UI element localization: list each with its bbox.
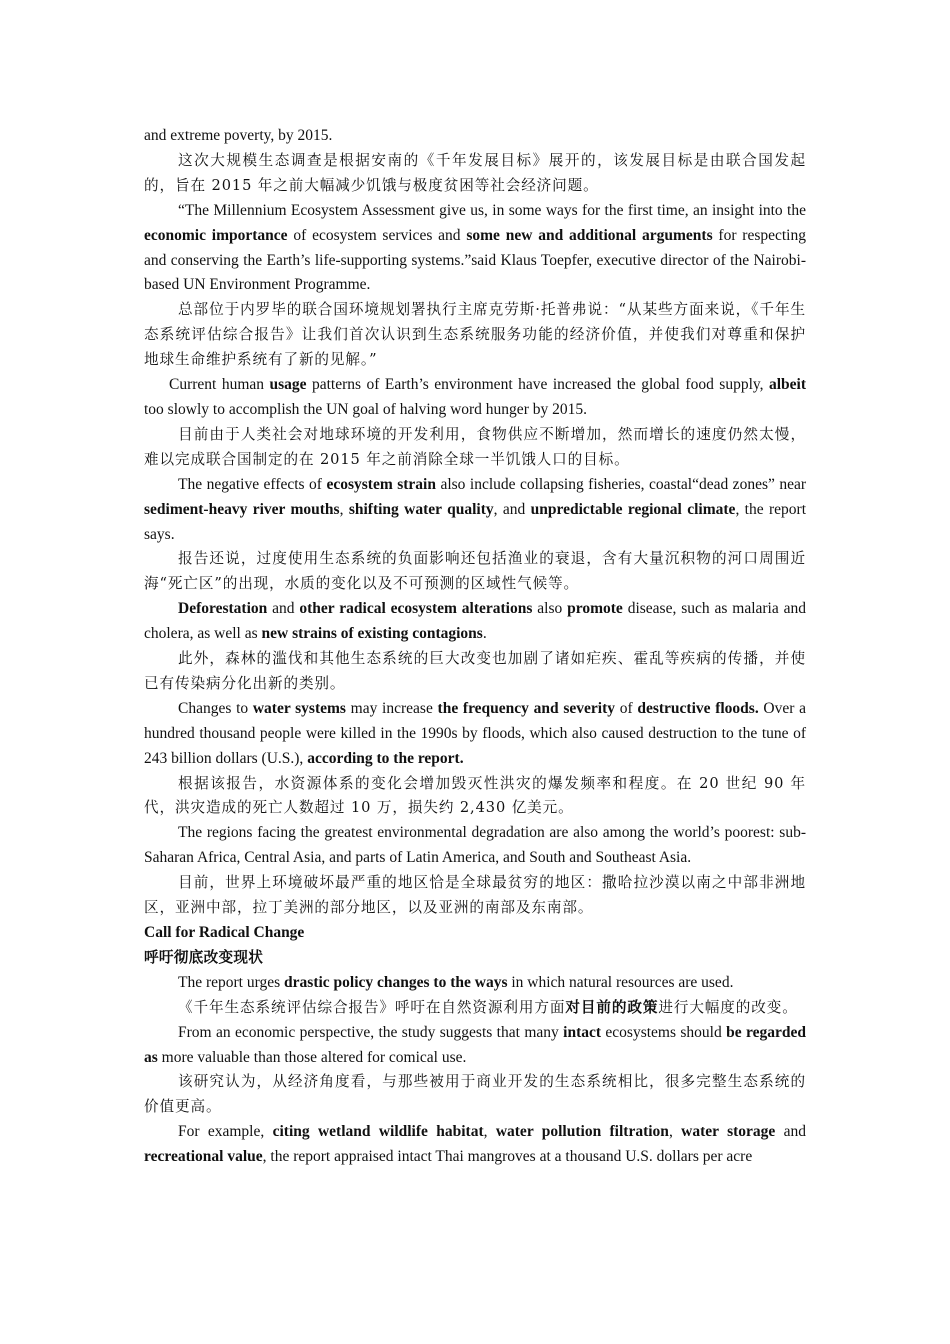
bold-phrase: be regarded as xyxy=(144,1023,807,1066)
text-run: 《千年生态系统评估综合报告》呼吁在自然资源利用方面 xyxy=(178,998,566,1016)
chinese-paragraph xyxy=(144,647,806,697)
text-run: 此外，森林的滥伐和其他生态系统的巨大改变也加剧了诸如疟疾、霍乱等疾病的传播，并使已有传染病分化出新的类别。 xyxy=(144,650,806,692)
english-paragraph xyxy=(144,124,806,149)
english-paragraph xyxy=(144,971,806,996)
text-run: Current human xyxy=(169,376,270,394)
text-run: of ecosystem services and xyxy=(287,226,467,244)
document-page xyxy=(144,124,806,1170)
english-paragraph xyxy=(144,473,806,548)
bold-phrase: destructive floods. xyxy=(637,699,759,717)
text-run: The regions facing the greatest environmental degradation are also among the world’s poorest: sub-Saharan Africa, Central Asia, and parts of Latin America, and South and Southeast Asia. xyxy=(144,824,806,867)
text-run: 根据该报告，水资源体系的变化会增加毁灭性洪灾的爆发频率和程度。在 20 世纪 90 年代，洪灾造成的死亡人数超过 10 万，损失约 2,430 亿美元。 xyxy=(144,774,806,817)
english-paragraph xyxy=(144,821,806,871)
english-paragraph xyxy=(144,373,806,423)
bold-phrase: the frequency and severity xyxy=(437,699,615,717)
text-run: , the report says. xyxy=(144,500,807,543)
text-run: ecosystems should xyxy=(601,1023,727,1041)
english-paragraph xyxy=(144,597,806,647)
chinese-paragraph xyxy=(144,298,806,373)
bold-phrase: intact xyxy=(563,1023,602,1041)
text-run: 目前，世界上环境破坏最严重的地区恰是全球最贫穷的地区：撒哈拉沙漠以南之中部非洲地区，亚洲中部，拉丁美洲的部分地区，以及亚洲的南部及东南部。 xyxy=(144,874,806,917)
bold-phrase: citing wetland wildlife habitat xyxy=(272,1123,484,1141)
chinese-paragraph xyxy=(144,772,806,822)
section-heading xyxy=(144,921,806,946)
text-run: and extreme poverty, by 2015. xyxy=(144,127,333,144)
text-run: 目前由于人类社会对地球环境的开发利用，食物供应不断增加，然而增长的速度仍然太慢，难以完成联合国制定的在 2015 年之前消除全球一半饥饿人口的目标。 xyxy=(144,425,806,468)
text-run: Changes to xyxy=(178,699,253,717)
bold-phrase: drastic policy changes to the ways xyxy=(284,973,508,991)
text-run: The negative effects of xyxy=(178,475,327,493)
english-paragraph xyxy=(144,1021,806,1071)
bold-phrase: unpredictable regional climate xyxy=(530,500,736,518)
text-run: , xyxy=(483,1123,496,1141)
text-run: Call for Radical Change xyxy=(144,924,305,941)
text-run: 呼吁彻底改变现状 xyxy=(144,948,264,966)
text-run: For example, xyxy=(178,1123,273,1141)
bold-phrase: some new and additional arguments xyxy=(466,226,713,244)
bold-phrase: Deforestation xyxy=(178,600,268,618)
text-run: in which natural resources are used. xyxy=(507,973,734,991)
text-run: may increase xyxy=(345,699,438,717)
document-body xyxy=(144,124,806,1170)
bold-phrase: other radical ecosystem alterations xyxy=(299,600,533,618)
text-run: 进行大幅度的改变。 xyxy=(658,998,798,1016)
text-run: The report urges xyxy=(178,973,285,991)
text-run: also include collapsing fisheries, coastal“dead zones” near xyxy=(435,475,807,493)
bold-phrase: shifting water quality xyxy=(348,500,494,518)
text-run: and xyxy=(775,1123,806,1141)
bold-phrase: sediment-heavy river mouths xyxy=(144,500,340,518)
bold-phrase: ecosystem strain xyxy=(326,475,436,493)
text-run: also xyxy=(532,600,568,618)
text-run: too slowly to accomplish the UN goal of halving word hunger by 2015. xyxy=(144,400,587,418)
text-run: , and xyxy=(493,500,531,518)
text-run: patterns of Earth’s environment have increased the global food supply, xyxy=(306,376,769,394)
text-run: disease, such as malaria and cholera, as well as xyxy=(144,600,806,643)
text-run: Over a hundred thousand people were killed in the 1990s by floods, which also caused destruction to the tune of 243 billion dollars (U.S.), xyxy=(144,699,806,767)
text-run: for respecting and conserving the Earth’s life-supporting systems.”said Klaus Toepfer, executive director of the Nairobi-based UN Environment Programme. xyxy=(144,226,806,294)
chinese-paragraph xyxy=(144,547,806,597)
section-heading xyxy=(144,946,806,971)
chinese-paragraph xyxy=(144,1070,806,1120)
english-paragraph xyxy=(144,199,806,299)
bold-phrase: 对目前的政策 xyxy=(565,998,659,1016)
bold-phrase: new strains of existing contagions xyxy=(261,625,483,643)
text-run: From an economic perspective, the study suggests that many xyxy=(178,1023,564,1041)
text-run: of xyxy=(614,699,638,717)
chinese-paragraph xyxy=(144,149,806,199)
chinese-paragraph xyxy=(144,996,806,1021)
text-run: , the report appraised intact Thai mangroves at a thousand U.S. dollars per acre xyxy=(262,1148,753,1166)
english-paragraph xyxy=(144,697,806,772)
bold-phrase: water pollution filtration xyxy=(495,1123,669,1141)
text-run: , xyxy=(668,1123,682,1141)
chinese-paragraph xyxy=(144,871,806,921)
bold-phrase: promote xyxy=(567,600,623,618)
chinese-paragraph xyxy=(144,423,806,473)
bold-phrase: water systems xyxy=(252,699,346,717)
text-run: more valuable than those altered for comical use. xyxy=(157,1048,467,1066)
bold-phrase: albeit xyxy=(768,376,807,394)
bold-phrase: recreational value xyxy=(144,1148,263,1166)
text-run: 报告还说，过度使用生态系统的负面影响还包括渔业的衰退，含有大量沉积物的河口周围近海“死亡区”的出现，水质的变化以及不可预测的区域性气候等。 xyxy=(144,550,806,593)
text-run: 总部位于内罗毕的联合国环境规划署执行主席克劳斯·托普弗说：“从某些方面来说，《千年生态系统评估综合报告》让我们首次认识到生态系统服务功能的经济价值，并使我们对尊重和保护地球生命维护系统有了新的见解。” xyxy=(144,301,806,369)
text-run: . xyxy=(482,625,487,643)
english-paragraph xyxy=(144,1120,806,1170)
text-run: 该研究认为，从经济角度看，与那些被用于商业开发的生态系统相比，很多完整生态系统的价值更高。 xyxy=(144,1073,806,1116)
bold-phrase: usage xyxy=(269,376,307,394)
text-run: 这次大规模生态调查是根据安南的《千年发展目标》展开的，该发展目标是由联合国发起的，旨在 2015 年之前大幅减少饥饿与极度贫困等社会经济问题。 xyxy=(144,151,806,194)
text-run: “The Millennium Ecosystem Assessment give us, in some ways for the first time, an insight into the xyxy=(178,201,806,219)
bold-phrase: economic importance xyxy=(144,226,288,244)
text-run: and xyxy=(267,600,300,618)
bold-phrase: according to the report. xyxy=(307,749,464,767)
bold-phrase: water storage xyxy=(681,1123,776,1141)
text-run: , xyxy=(339,500,349,518)
